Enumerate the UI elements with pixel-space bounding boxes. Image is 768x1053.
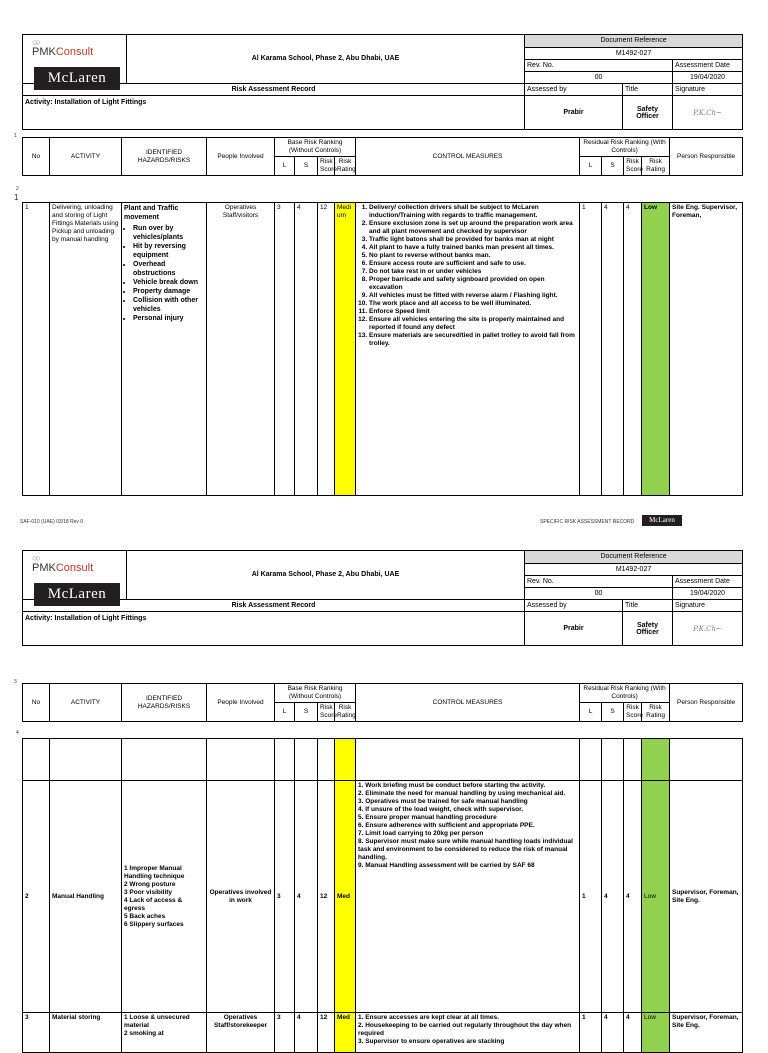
row-people: Operatives involved in work xyxy=(207,781,275,1013)
rev-no-value: 00 xyxy=(525,588,673,600)
list-item: 3. Supervisor to ensure operatives are stacking xyxy=(358,1038,505,1045)
list-item: • Property damage xyxy=(133,287,204,296)
table-row xyxy=(23,203,743,496)
title-label: Title xyxy=(623,599,673,612)
assessed-by-label: Assessed by xyxy=(525,83,623,96)
assessment-date-value: 19/04/2020 xyxy=(673,588,743,600)
activity-title: Activity: Installation of Light Fittings xyxy=(23,612,525,646)
col-people: People Involved xyxy=(207,138,275,176)
row-rrating: Low xyxy=(642,1013,670,1053)
logo-cell xyxy=(23,551,127,600)
list-item: 4. All plant to have a fully trained banks man present all times. xyxy=(369,244,577,252)
header-table xyxy=(22,550,743,646)
col-no: No xyxy=(23,684,50,722)
row-rl: 1 xyxy=(580,781,602,1013)
row-l: 3 xyxy=(275,781,295,1013)
assessor-name: Prabir xyxy=(525,96,623,130)
row-responsible: Site Eng. Supervisor, Foreman, xyxy=(670,203,743,496)
row-activity: Manual Handling xyxy=(50,781,122,1013)
row-hazards xyxy=(122,781,207,1013)
list-item: • Overhead obstructions xyxy=(133,260,204,278)
list-item: 5. Ensure proper manual handling procedure xyxy=(358,814,497,821)
row-rscore: 4 xyxy=(624,1013,642,1053)
list-item: 1. Work briefing must be conduct before starting the activity. xyxy=(358,782,546,789)
row-rl: 1 xyxy=(580,203,602,496)
col-risk-score: Risk Score xyxy=(318,157,335,176)
signature-label: Signature xyxy=(673,83,743,96)
col-risk-rating: Risk Rating xyxy=(335,157,356,176)
row-activity: Delivering, unloading and storing of Light Fittings Materials using Pickup and unloading by manual handling xyxy=(50,203,122,496)
list-item: 11. Enforce Speed limit xyxy=(369,308,577,316)
list-item: 1. Ensure accesses are kept clear at all times. xyxy=(358,1014,499,1021)
marker: 3 xyxy=(14,679,17,685)
col-base-ranking: Base Risk Ranking (Without Controls) xyxy=(275,138,356,157)
column-header-table xyxy=(22,137,743,176)
row-no: 2 xyxy=(23,781,50,1013)
list-item: 5 Back aches xyxy=(124,912,166,920)
row-controls xyxy=(356,781,580,1013)
rev-no-label: Rev. No. xyxy=(525,576,673,588)
marker: 1 xyxy=(14,133,17,139)
signature-label: Signature xyxy=(673,599,743,612)
list-item: 7. Do not take rest in or under vehicles xyxy=(369,268,577,276)
list-item: 6. Ensure access route are sufficient and safe to use. xyxy=(369,260,577,268)
row-rating: Med xyxy=(335,781,356,1013)
list-item: 6 Slippery surfaces xyxy=(124,920,184,928)
list-item: 3. Operatives must be trained for safe manual handling xyxy=(358,798,528,805)
col-l: L xyxy=(275,157,295,176)
col-residual-ranking: Residual Risk Ranking (With Controls) xyxy=(580,684,670,703)
marker: 2 xyxy=(16,186,19,192)
mclaren-logo: McLaren xyxy=(34,583,120,606)
doc-ref-label: Document Reference xyxy=(525,551,743,564)
rev-no-value: 00 xyxy=(525,72,673,84)
row-rrating: Low xyxy=(642,203,670,496)
col-no: No xyxy=(23,138,50,176)
row-s: 4 xyxy=(295,203,318,496)
row-rrating: Low xyxy=(642,781,670,1013)
school-name: Al Karama School, Phase 2, Abu Dhabi, UAE xyxy=(127,35,525,84)
col-responsible: Person Responsible xyxy=(670,684,743,722)
row-s: 4 xyxy=(295,781,318,1013)
list-item: 4. If unsure of the load weight, check with supervisor. xyxy=(358,806,524,813)
list-item: • Run over by vehicles/plants xyxy=(133,224,204,242)
row-responsible: Supervisor, Foreman, Site Eng. xyxy=(670,1013,743,1053)
col-rrisk-rating: Risk Rating xyxy=(642,157,670,176)
list-item: 1. Delivery/ collection drivers shall be subject to McLaren induction/Training with regards to traffic management. xyxy=(369,204,577,220)
col-l: L xyxy=(275,703,295,722)
row-rs: 4 xyxy=(602,781,624,1013)
title-label: Title xyxy=(623,83,673,96)
row-activity: Material storing xyxy=(50,1013,122,1053)
col-rrisk-rating: Risk Rating xyxy=(642,703,670,722)
table-row xyxy=(23,739,743,781)
col-control: CONTROL MEASURES xyxy=(356,138,580,176)
row-l: 3 xyxy=(275,203,295,496)
list-item: 1 Improper Manual Handling technique xyxy=(124,864,185,880)
doc-ref-value: M1492-027 xyxy=(525,47,743,60)
rev-no-label: Rev. No. xyxy=(525,60,673,72)
marker: 4 xyxy=(16,730,19,736)
row-l: 3 xyxy=(275,1013,295,1053)
row-people: Operatives Staff/visitors xyxy=(207,203,275,496)
school-name: Al Karama School, Phase 2, Abu Dhabi, UAE xyxy=(127,551,525,600)
record-title: Risk Assessment Record xyxy=(23,83,525,96)
activity-title: Activity: Installation of Light Fittings xyxy=(23,96,525,130)
col-activity: ACTIVITY xyxy=(50,684,122,722)
col-rl: L xyxy=(580,703,602,722)
list-item: • Vehicle break down xyxy=(133,278,204,287)
marker: 1 xyxy=(14,193,19,202)
assessed-by-label: Assessed by xyxy=(525,599,623,612)
list-item: 4 Lack of access & egress xyxy=(124,896,183,912)
col-rl: L xyxy=(580,157,602,176)
assessor-title: Safety Officer xyxy=(623,612,673,646)
list-item: 9. Manual Handling assessment will be carried by SAF 68 xyxy=(358,862,535,869)
signature-image: P.K.Ch~ xyxy=(673,612,743,646)
logo-cell xyxy=(23,35,127,84)
row-controls xyxy=(356,1013,580,1053)
assessment-date-label: Assessment Date xyxy=(673,60,743,72)
hazard-title: Plant and Traffic movement xyxy=(124,205,179,221)
col-rs: S xyxy=(602,157,624,176)
list-item: 2 smoking at xyxy=(124,1030,164,1037)
list-item: 2. Housekeeping to be carried out regularly throughout the day when required xyxy=(358,1022,572,1037)
pmk-logo: ○○ PMKConsult xyxy=(32,37,94,58)
signature-image: P.K.Ch~ xyxy=(673,96,743,130)
row-responsible: Supervisor, Foreman, Site Eng. xyxy=(670,781,743,1013)
col-rrisk-score: Risk Score xyxy=(624,157,642,176)
col-hazards: IDENTIFIED HAZARDS/RISKS xyxy=(122,684,207,722)
list-item: • Hit by reversing equipment xyxy=(133,242,204,260)
assessment-date-label: Assessment Date xyxy=(673,576,743,588)
footer-code: SAF-010 (UAE) 03/18 Rev 0 xyxy=(20,519,84,525)
row-no: 1 xyxy=(23,203,50,496)
assessment-date-value: 19/04/2020 xyxy=(673,72,743,84)
list-item: 5. No plant to reverse without banks man. xyxy=(369,252,577,260)
list-item: 3 Poor visibility xyxy=(124,888,173,896)
list-item: 2. Ensure exclusion zone is set up around the preparation work area and all plant movement and checked by supervisor xyxy=(369,220,577,236)
list-item: • Personal injury xyxy=(133,314,204,323)
list-item: 12. Ensure all vehicles entering the site is properly maintained and reported if found any defect xyxy=(369,316,577,332)
mclaren-logo: McLaren xyxy=(642,515,682,526)
row-no: 3 xyxy=(23,1013,50,1053)
row-rscore: 4 xyxy=(624,781,642,1013)
doc-ref-value: M1492-027 xyxy=(525,563,743,576)
row-rscore: 4 xyxy=(624,203,642,496)
row-controls xyxy=(356,203,580,496)
row-score: 12 xyxy=(318,203,335,496)
col-people: People Involved xyxy=(207,684,275,722)
list-item: 1 Loose & unsecured material xyxy=(124,1014,190,1029)
col-residual-ranking: Residual Risk Ranking (With Controls) xyxy=(580,138,670,157)
row-rl: 1 xyxy=(580,1013,602,1053)
list-item: 10. The work place and all access to be well illuminated. xyxy=(369,300,577,308)
col-risk-rating: Risk Rating xyxy=(335,703,356,722)
col-s: S xyxy=(295,157,318,176)
list-item: 8. Proper barricade and safety signboard provided on open excavation xyxy=(369,276,577,292)
col-hazards: IDENTIFIED HAZARDS/RISKS xyxy=(122,138,207,176)
table-row xyxy=(23,781,743,1013)
assessor-name: Prabir xyxy=(525,612,623,646)
list-item: • Collision with other vehicles xyxy=(133,296,204,314)
col-responsible: Person Responsible xyxy=(670,138,743,176)
col-rs: S xyxy=(602,703,624,722)
doc-ref-label: Document Reference xyxy=(525,35,743,48)
row-hazards xyxy=(122,1013,207,1053)
row-rating: Medium xyxy=(335,203,356,496)
list-item: 8. Supervisor must make sure while manual handling loads individual task and environment to be considered to reduce the risk of manual handling. xyxy=(358,838,573,861)
col-rrisk-score: Risk Score xyxy=(624,703,642,722)
row-score: 12 xyxy=(318,1013,335,1053)
row-rating: Med xyxy=(335,1013,356,1053)
mclaren-logo: McLaren xyxy=(34,67,120,90)
list-item: 9. All vehicles must be fitted with reverse alarm / Flashing light. xyxy=(369,292,577,300)
row-rs: 4 xyxy=(602,203,624,496)
assessor-title: Safety Officer xyxy=(623,96,673,130)
footer-title: SPECIFIC RISK ASSESSMENT RECORD xyxy=(540,519,635,525)
list-item: 13. Ensure materials are secured/tied in pallet trolley to avoid fall from trolley. xyxy=(369,332,577,348)
header-table xyxy=(22,34,743,130)
list-item: 7. Limit load carrying to 20kg per person xyxy=(358,830,484,837)
row-score: 12 xyxy=(318,781,335,1013)
col-control: CONTROL MEASURES xyxy=(356,684,580,722)
col-risk-score: Risk Score xyxy=(318,703,335,722)
list-item: 6. Ensure adherence with sufficient and appropriate PPE. xyxy=(358,822,535,829)
pmk-logo: ○○ PMKConsult xyxy=(32,553,94,574)
col-activity: ACTIVITY xyxy=(50,138,122,176)
risk-table-page1 xyxy=(22,202,743,496)
table-row xyxy=(23,1013,743,1053)
column-header-table xyxy=(22,683,743,722)
row-people: Operatives Staff/storekeeper xyxy=(207,1013,275,1053)
row-rs: 4 xyxy=(602,1013,624,1053)
row-s: 4 xyxy=(295,1013,318,1053)
row-hazards xyxy=(122,203,207,496)
list-item: 2 Wrong posture xyxy=(124,880,176,888)
col-base-ranking: Base Risk Ranking (Without Controls) xyxy=(275,684,356,703)
list-item: 2. Eliminate the need for manual handling by using mechanical aid. xyxy=(358,790,566,797)
risk-table-page2 xyxy=(22,738,743,1053)
col-s: S xyxy=(295,703,318,722)
record-title: Risk Assessment Record xyxy=(23,599,525,612)
list-item: 3. Traffic light batons shall be provided for banks man at night xyxy=(369,236,577,244)
